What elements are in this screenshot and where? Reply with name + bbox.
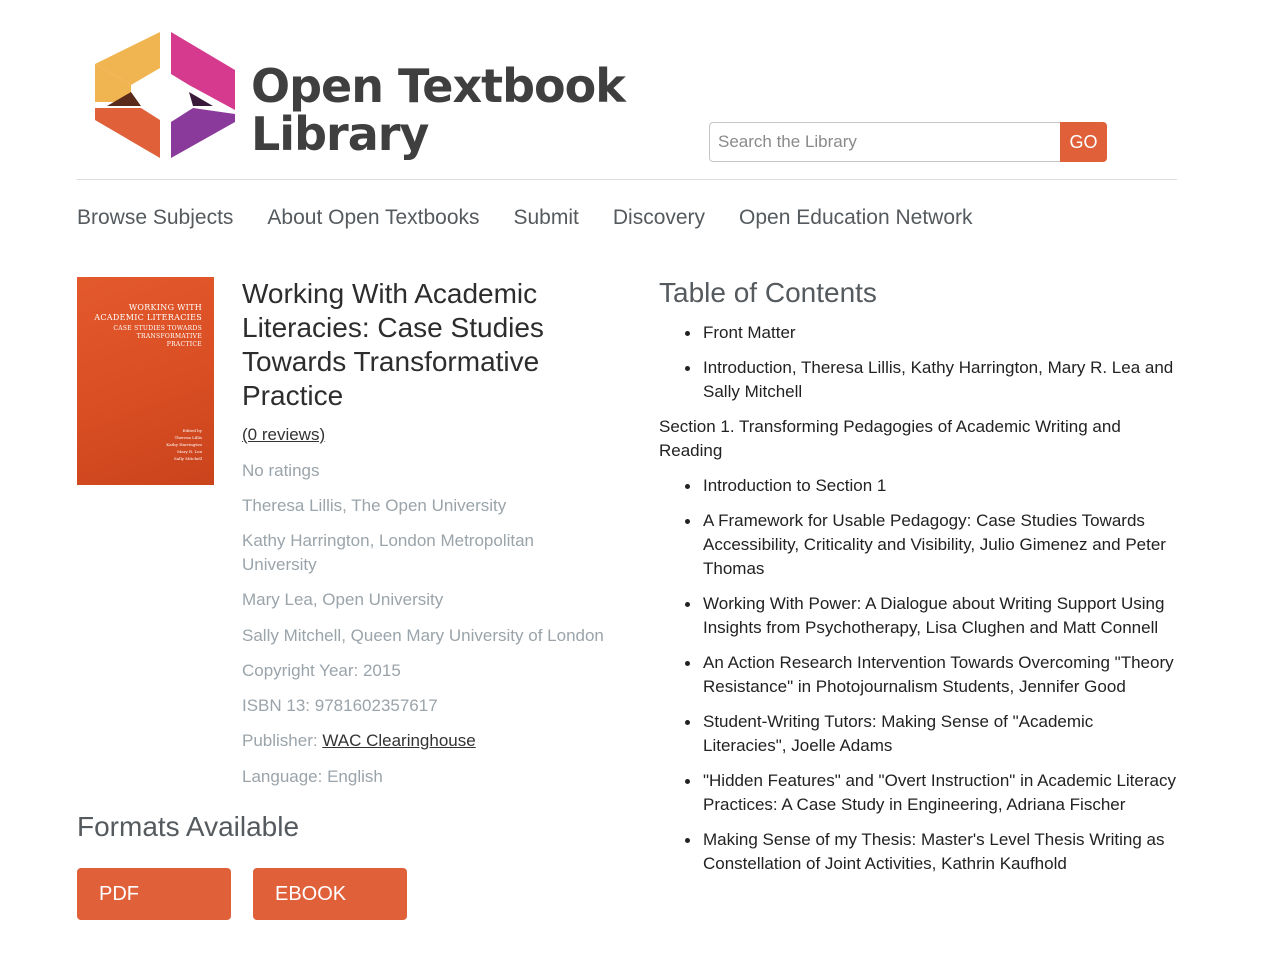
ratings-text: No ratings <box>242 461 320 480</box>
header <box>77 30 1177 180</box>
ebook-button[interactable]: EBOOK <box>253 868 407 920</box>
copyright-year: Copyright Year: 2015 <box>242 661 401 680</box>
author-item: Mary Lea, Open University <box>242 590 444 609</box>
publisher-link[interactable]: WAC Clearinghouse <box>322 731 476 750</box>
logo-text <box>251 59 625 161</box>
author-item: Sally Mitchell, Queen Mary University of London <box>242 626 604 645</box>
search-form <box>709 122 1107 162</box>
pdf-button[interactable]: PDF <box>77 868 231 920</box>
reviews-row <box>242 423 642 447</box>
publisher-label: Publisher: <box>242 731 323 750</box>
nav-about-open-textbooks[interactable]: About Open Textbooks <box>267 206 480 229</box>
nav-browse-subjects[interactable]: Browse Subjects <box>77 206 234 229</box>
search-go-button[interactable]: GO <box>1060 122 1107 162</box>
logo-mark-icon <box>85 30 235 160</box>
logo-line2: Library <box>251 107 429 161</box>
toc-heading: Table of Contents <box>659 277 877 308</box>
reviews-link[interactable]: (0 reviews) <box>242 425 326 444</box>
cover-subtitle-line: CASE STUDIES TOWARDS <box>113 325 202 332</box>
toc-section-heading: Section 1. Transforming Pedagogies of Academic Writing and Reading <box>659 417 1121 460</box>
main-nav <box>77 203 1007 233</box>
site-logo[interactable] <box>85 30 625 170</box>
author-item: Theresa Lillis, The Open University <box>242 496 507 515</box>
cover-editor: Sally Mitchell <box>174 456 202 461</box>
publisher-row <box>242 729 642 753</box>
cover-editor: Kathy Harrington <box>166 442 202 447</box>
toc-item: Introduction to Section 1 <box>703 474 1179 498</box>
toc-item: Making Sense of my Thesis: Master's Level Thesis Writing as Constellation of Joint Activities, Kathrin Kaufhold <box>703 828 1179 876</box>
toc-list <box>659 474 1179 876</box>
author-item: Kathy Harrington, London Metropolitan University <box>242 531 535 574</box>
cover-editor: Theresa Lillis <box>174 435 202 440</box>
nav-discovery[interactable]: Discovery <box>612 206 706 229</box>
toc-item: Introduction, Theresa Lillis, Kathy Harrington, Mary R. Lea and Sally Mitchell <box>703 356 1179 404</box>
isbn: ISBN 13: 9781602357617 <box>242 696 438 715</box>
cover-editor: Mary R. Lea <box>177 449 202 454</box>
cover-editors-label: Edited by <box>182 428 202 433</box>
cover-title <box>94 303 202 349</box>
header-divider <box>77 179 1177 180</box>
cover-title-line: WORKING WITH <box>128 303 202 312</box>
cover-subtitle <box>94 325 202 349</box>
cover-title-line: ACADEMIC LITERACIES <box>94 313 202 322</box>
toc-item: "Hidden Features" and "Overt Instruction" in Academic Literacy Practices: A Case Study in Engineering, Adriana Fischer <box>703 769 1179 817</box>
toc-list <box>659 321 1179 404</box>
cover-subtitle-line: PRACTICE <box>166 341 202 348</box>
toc-item: Front Matter <box>703 321 1179 345</box>
language: Language: English <box>242 767 383 786</box>
toc-item: A Framework for Usable Pedagogy: Case Studies Towards Accessibility, Criticality and Visibility, Julio Gimenez and Peter Thomas <box>703 509 1179 581</box>
toc-item: Working With Power: A Dialogue about Writing Support Using Insights from Psychotherapy, Lisa Clughen and Matt Connell <box>703 592 1179 640</box>
table-of-contents <box>659 321 1179 887</box>
nav-open-education-network[interactable]: Open Education Network <box>739 206 973 229</box>
nav-submit[interactable]: Submit <box>513 206 579 229</box>
cover-editors <box>166 427 202 462</box>
formats-heading: Formats Available <box>77 811 300 842</box>
search-input[interactable] <box>709 122 1060 162</box>
book-title: Working With Academic Literacies: Case Studies Towards Transformative Practice <box>242 278 544 411</box>
cover-subtitle-line: TRANSFORMATIVE <box>136 333 202 340</box>
toc-item: Student-Writing Tutors: Making Sense of "Academic Literacies", Joelle Adams <box>703 710 1179 758</box>
logo-line1: Open Textbook <box>251 59 625 113</box>
book-cover <box>77 277 214 485</box>
toc-item: An Action Research Intervention Towards Overcoming "Theory Resistance" in Photojournalism Students, Jennifer Good <box>703 651 1179 699</box>
